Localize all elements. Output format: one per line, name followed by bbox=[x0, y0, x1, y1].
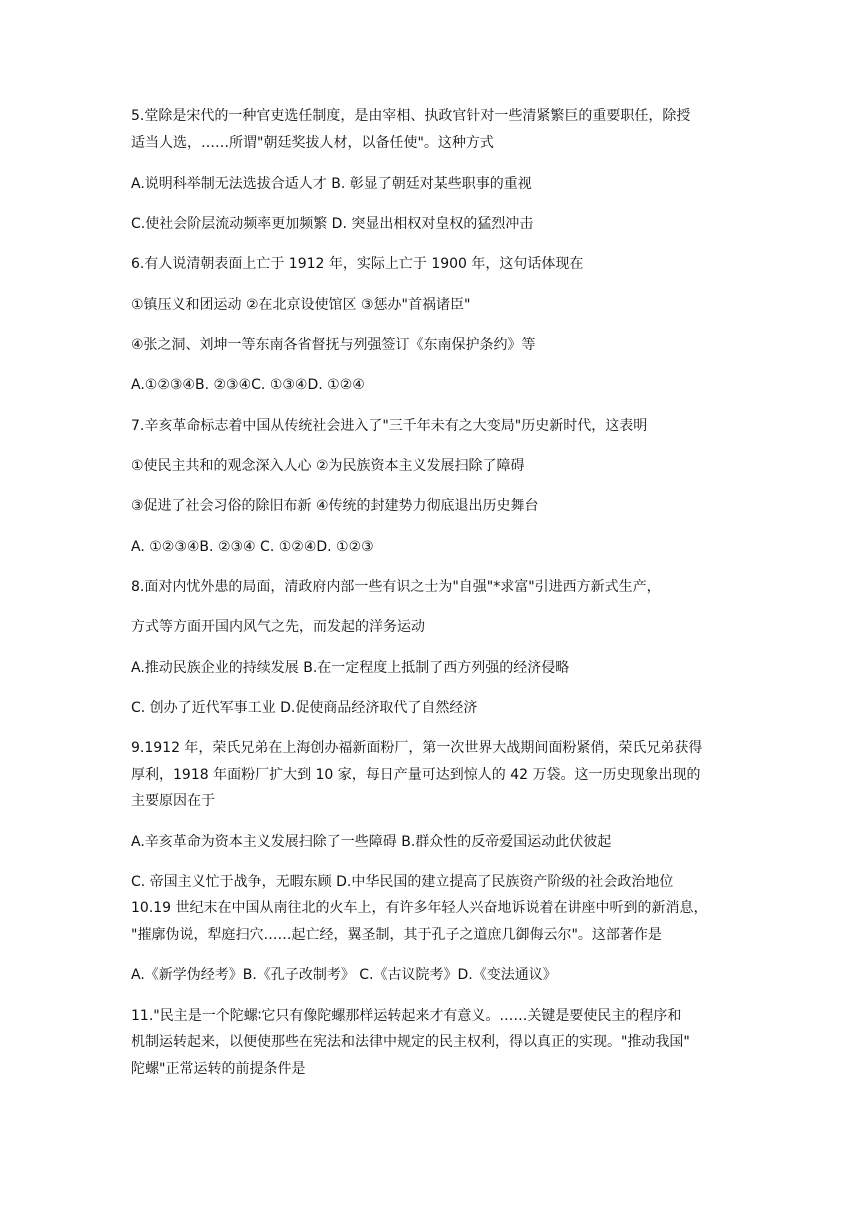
q7-options: A. ①②③④B. ②③④ C. ①②④D. ①②③ bbox=[131, 539, 374, 555]
q11-stem-line-2: 机制运转起来，以便使那些在宪法和法律中规定的民主权利，得以真正的实现。"推动我国" bbox=[131, 1034, 690, 1050]
q9-options-cd: C. 帝国主义忙于战争，无暇东顾 D.中华民国的建立提高了民族资产阶级的社会政治地位 bbox=[131, 874, 674, 890]
q8-stem-line-1: 8.面对内忧外患的局面，清政府内部一些有识之士为"自强"*求富"引进西方新式生产， bbox=[131, 579, 661, 595]
q5-stem-line-2: 适当人选，……所谓"朝廷奖拔人材，以备任使"。这种方式 bbox=[131, 135, 494, 151]
q8-stem-line-2: 方式等方面开国内风气之先，而发起的洋务运动 bbox=[131, 619, 425, 635]
q9-options-ab: A.辛亥革命为资本主义发展扫除了一些障碍 B.群众性的反帝爱国运动此伏彼起 bbox=[131, 834, 612, 850]
q9-stem-line-1: 9.1912 年，荣氏兄弟在上海创办福新面粉厂，第一次世界大战期间面粉紧俏，荣氏兄弟获得 bbox=[131, 740, 703, 756]
q8-options-cd: C. 创办了近代军事工业 D.促使商品经济取代了自然经济 bbox=[131, 700, 478, 716]
q9-stem-line-3: 主要原因在于 bbox=[131, 793, 215, 809]
q10-stem-line-2: "摧廓伪说，犁庭扫穴……起亡经，翼圣制，其于孔子之道庶几御侮云尔"。这部著作是 bbox=[131, 927, 662, 943]
q5-options-cd: C.使社会阶层流动频率更加频繁 D. 突显出相权对皇权的猛烈冲击 bbox=[131, 216, 534, 232]
q10-stem-line-1: 10.19 世纪末在中国从南往北的火车上，有许多年轻人兴奋地诉说着在讲座中听到的新消息， bbox=[131, 900, 708, 916]
q10-options: A.《新学伪经考》B.《孔子改制考》 C.《古议院考》D.《变法通议》 bbox=[131, 967, 557, 983]
q5-options-ab: A.说明科举制无法选拔合适人才 B. 彰显了朝廷对某些职事的重视 bbox=[131, 176, 532, 192]
q6-options: A.①②③④B. ②③④C. ①③④D. ①②④ bbox=[131, 377, 365, 393]
q5-stem-line-1: 5.堂除是宋代的一种官吏选任制度，是由宰相、执政官针对一些清紧繁巨的重要职任，除授 bbox=[131, 108, 691, 124]
q6-stem: 6.有人说清朝表面上亡于 1912 年，实际上亡于 1900 年，这句话体现在 bbox=[131, 256, 584, 272]
q7-stem: 7.辛亥革命标志着中国从传统社会进入了"三千年未有之大变局"历史新时代，这表明 bbox=[131, 418, 648, 434]
q9-stem-line-2: 厚利，1918 年面粉厂扩大到 10 家，每日产量可达到惊人的 42 万袋。这一历史现象出现的 bbox=[131, 767, 701, 783]
q6-items-2: ④张之洞、刘坤一等东南各省督抚与列强签订《东南保护条约》等 bbox=[131, 337, 536, 353]
q7-items-2: ③促进了社会习俗的除旧布新 ④传统的封建势力彻底退出历史舞台 bbox=[131, 498, 539, 514]
q7-items-1: ①使民主共和的观念深入人心 ②为民族资本主义发展扫除了障碍 bbox=[131, 458, 525, 474]
q6-items-1: ①镇压义和团运动 ②在北京设使馆区 ③惩办"首祸诸臣" bbox=[131, 297, 471, 313]
q11-stem-line-3: 陀螺"正常运转的前提条件是 bbox=[131, 1061, 306, 1077]
q8-options-ab: A.推动民族企业的持续发展 B.在一定程度上抵制了西方列强的经济侵略 bbox=[131, 660, 570, 676]
q11-stem-line-1: 11."民主是一个陀螺∶它只有像陀螺那样运转起来才有意义。……关键是要使民主的程序和 bbox=[131, 1008, 682, 1024]
